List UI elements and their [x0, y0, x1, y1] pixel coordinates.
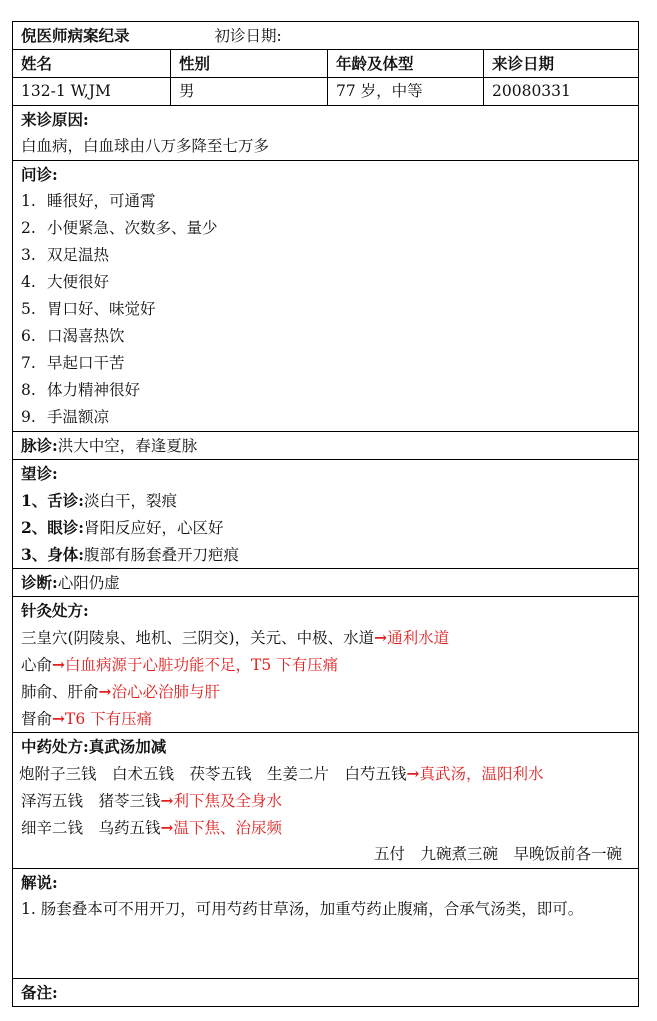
- observation-item: 2、眼诊:肾阳反应好，心区好: [21, 518, 224, 537]
- info-header-row: [13, 49, 638, 77]
- patient-gender: 男: [170, 78, 327, 105]
- herbal-formula-name: 真武汤加减: [88, 737, 167, 756]
- explanation-label: 解说:: [21, 873, 58, 892]
- right-arrow-icon: →: [374, 628, 388, 647]
- inquiry-item: 3. 双足温热: [21, 246, 110, 264]
- diagnosis-text: 心阳仍虚: [57, 574, 120, 592]
- pulse-section: [13, 431, 638, 459]
- acupuncture-section: [13, 596, 638, 732]
- herbal-item: 细辛二钱 乌药五钱→温下焦、治尿频: [21, 818, 283, 837]
- herbal-item: 泽泻五钱 猪苓三钱→利下焦及全身水: [21, 791, 283, 810]
- inquiry-item: 6. 口渴喜热饮: [21, 327, 125, 345]
- title-row: [13, 22, 638, 49]
- inquiry-section: [13, 160, 638, 431]
- explanation-section: [13, 868, 638, 978]
- diagnosis-section: [13, 568, 638, 596]
- record-title: 倪医师病案纪录: [21, 26, 130, 45]
- right-arrow-icon: →: [406, 764, 420, 783]
- pulse-label: 脉诊:: [21, 436, 58, 455]
- remarks-label: 备注:: [21, 983, 58, 1002]
- acupuncture-item: 肺俞、肝俞→治心必治肺与肝: [21, 682, 221, 701]
- right-arrow-icon: →: [98, 682, 112, 701]
- medical-record-sheet: [12, 21, 639, 1007]
- explanation-text: 1. 肠套叠本可不用开刀，可用芍药甘草汤，加重芍药止腹痛，合承气汤类，即可。: [21, 900, 584, 918]
- acupuncture-label: 针灸处方:: [21, 601, 89, 620]
- inquiry-label: 问诊:: [21, 165, 58, 184]
- right-arrow-icon: →: [52, 655, 66, 674]
- inquiry-item: 1. 睡很好，可通霄: [21, 192, 156, 210]
- acupuncture-item: 督俞→T6 下有压痛: [21, 709, 153, 728]
- observation-item: 1、舌诊:淡白干，裂痕: [21, 491, 178, 510]
- header-visit-date: 来诊日期: [483, 50, 638, 77]
- herbal-dosage: 五付 九碗煮三碗 早晚饭前各一碗: [373, 845, 622, 863]
- header-gender: 性别: [170, 50, 327, 77]
- reason-section: [13, 105, 638, 160]
- observation-item: 3、身体:腹部有肠套叠开刀疤痕: [21, 545, 240, 564]
- reason-label: 来诊原因:: [21, 110, 89, 129]
- herbal-label: 中药处方:: [21, 737, 89, 756]
- right-arrow-icon: →: [160, 791, 174, 810]
- herbal-section: [13, 732, 638, 868]
- herbal-item: 炮附子三钱 白术五钱 茯苓五钱 生姜二片 白芍五钱→真武汤，温阳利水: [19, 764, 544, 783]
- inquiry-item: 8. 体力精神很好: [21, 381, 141, 399]
- right-arrow-icon: →: [52, 709, 66, 728]
- inquiry-item: 9. 手温额凉: [21, 408, 110, 426]
- inquiry-item: 5. 胃口好、味觉好: [21, 300, 156, 318]
- inquiry-item: 7. 早起口干苦: [21, 354, 125, 372]
- diagnosis-label: 诊断:: [21, 573, 58, 592]
- pulse-text: 洪大中空，春逢夏脉: [57, 437, 198, 455]
- patient-name: 132-1 W,JM: [21, 82, 111, 100]
- reason-text: 白血病，白血球由八万多降至七万多: [21, 137, 270, 155]
- acupuncture-item: 心俞→白血病源于心脏功能不足，T5 下有压痛: [21, 655, 339, 674]
- info-value-row: [13, 77, 638, 105]
- inquiry-item: 4. 大便很好: [21, 273, 110, 291]
- right-arrow-icon: →: [160, 818, 174, 837]
- header-age-build: 年龄及体型: [327, 50, 483, 77]
- header-name: 姓名: [21, 54, 53, 73]
- acupuncture-item: 三皇穴(阴陵泉、地机、三阴交)，关元、中极、水道→通利水道: [21, 628, 450, 647]
- patient-age-build: 77 岁，中等: [327, 78, 483, 105]
- inquiry-item: 2. 小便紧急、次数多、量少: [21, 219, 218, 237]
- visit-date: 20080331: [483, 78, 638, 105]
- first-visit-date-label: 初诊日期:: [214, 27, 282, 45]
- remarks-section: [13, 978, 638, 1006]
- observation-section: [13, 459, 638, 568]
- observation-label: 望诊:: [21, 464, 58, 483]
